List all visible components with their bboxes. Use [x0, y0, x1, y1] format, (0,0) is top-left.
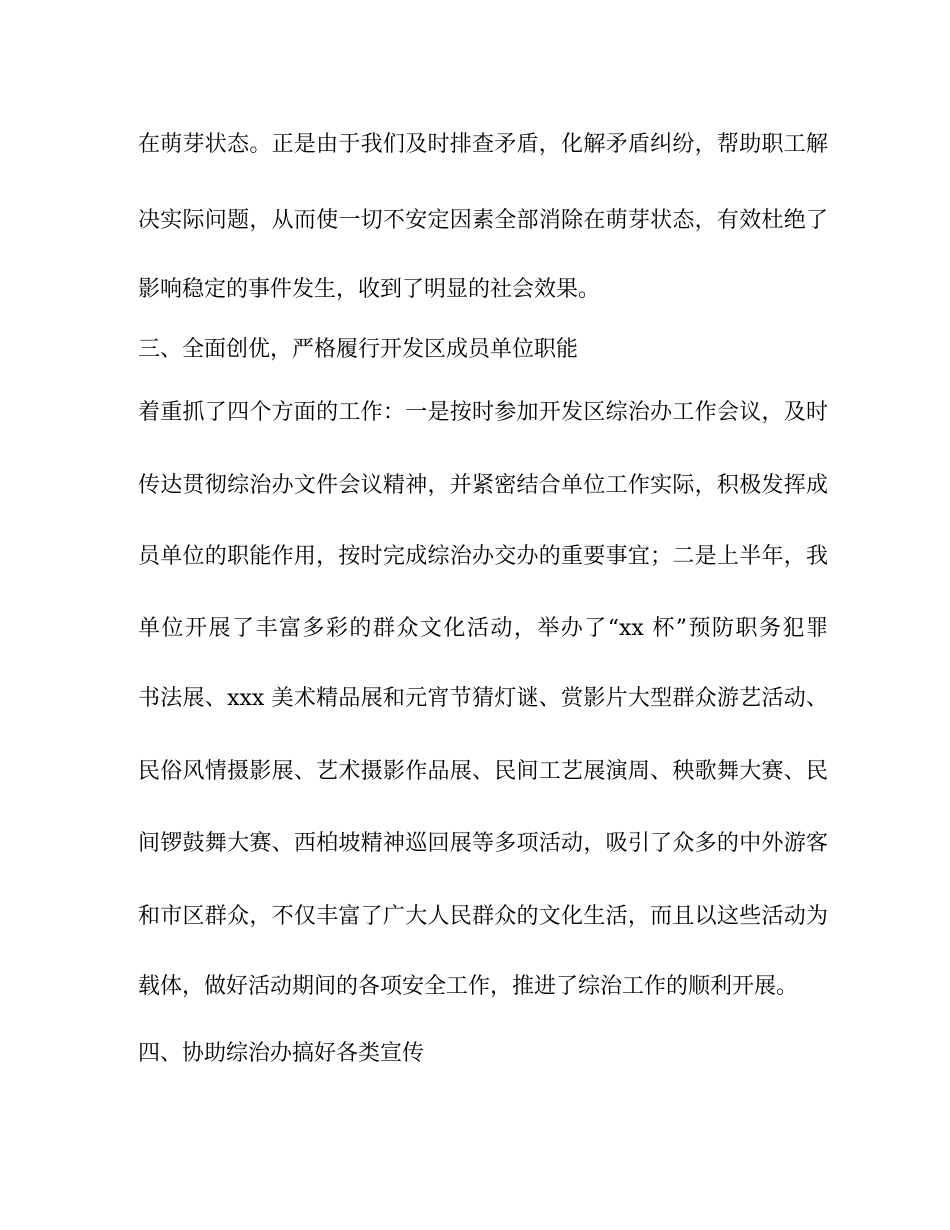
section-heading: 四、协助综治办搞好各类宣传: [138, 1041, 425, 1066]
paragraph-line: 书法展、xxx 美术精品展和元宵节猜灯谜、赏影片大型群众游艺活动、: [138, 686, 828, 711]
paragraph-line: 在萌芽状态。正是由于我们及时排查矛盾，化解矛盾纠纷，帮助职工解: [138, 132, 828, 157]
section-heading: 三、全面创优，严格履行开发区成员单位职能: [138, 337, 579, 362]
paragraph-line: 员单位的职能作用，按时完成综治办交办的重要事宜；二是上半年，我: [138, 544, 828, 569]
paragraph-line: 着重抓了四个方面的工作：一是按时参加开发区综治办工作会议，及时: [138, 400, 828, 425]
paragraph-line: 和市区群众，不仅丰富了广大人民群众的文化生活，而且以这些活动为: [138, 904, 828, 929]
paragraph-line: 民俗风情摄影展、艺术摄影作品展、民间工艺展演周、秧歌舞大赛、民: [138, 759, 828, 784]
paragraph-line: 单位开展了丰富多彩的群众文化活动，举办了“xx 杯”预防职务犯罪: [138, 616, 828, 641]
paragraph-line: 影响稳定的事件发生，收到了明显的社会效果。: [138, 277, 601, 302]
paragraph-line: 传达贯彻综治办文件会议精神，并紧密结合单位工作实际，积极发挥成: [138, 473, 828, 498]
paragraph-line: 载体，做好活动期间的各项安全工作，推进了综治工作的顺利开展。: [138, 974, 799, 999]
paragraph-line: 间锣鼓舞大赛、西柏坡精神巡回展等多项活动，吸引了众多的中外游客: [138, 831, 828, 856]
paragraph-line: 决实际问题，从而使一切不安定因素全部消除在萌芽状态，有效杜绝了: [138, 208, 828, 233]
